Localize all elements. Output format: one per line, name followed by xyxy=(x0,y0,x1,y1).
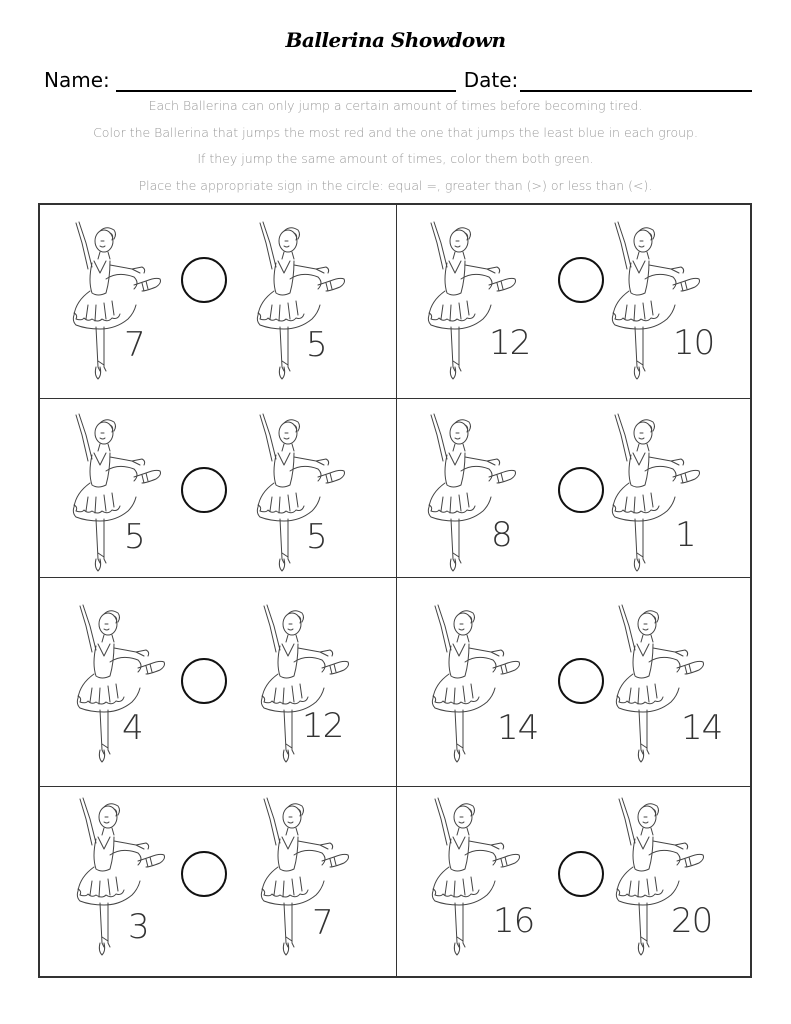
right-jump-count: 7 xyxy=(312,903,333,943)
ballerina-icon[interactable] xyxy=(254,221,346,381)
pair-cell-2 xyxy=(397,205,752,399)
date-field[interactable] xyxy=(520,72,752,92)
right-jump-count: 14 xyxy=(681,708,723,748)
comparison-circle[interactable] xyxy=(181,658,227,704)
right-jump-count: 5 xyxy=(306,517,327,557)
comparison-circle[interactable] xyxy=(181,257,227,303)
left-jump-count: 8 xyxy=(491,515,512,555)
worksheet-title: Ballerina Showdown xyxy=(285,28,506,52)
comparison-circle[interactable] xyxy=(558,851,604,897)
comparison-circle[interactable] xyxy=(181,851,227,897)
right-jump-count: 20 xyxy=(671,901,713,941)
instruction-line: Color the Ballerina that jumps the most red and the one that jumps the least blue in each group. xyxy=(93,124,698,140)
ballerina-icon[interactable] xyxy=(70,413,162,573)
instruction-line: Place the appropriate sign in the circle: equal =, greater than (>) or less than (<). xyxy=(138,177,653,193)
left-jump-count: 12 xyxy=(489,323,531,363)
pair-cell-3 xyxy=(40,399,397,578)
pair-cell-8 xyxy=(397,787,752,976)
right-jump-count: 5 xyxy=(306,325,327,365)
pair-cell-7 xyxy=(40,787,397,976)
name-date-row xyxy=(44,68,754,92)
pair-cell-5 xyxy=(40,578,397,787)
left-jump-count: 5 xyxy=(124,517,145,557)
right-jump-count: 10 xyxy=(673,323,715,363)
instruction-line: Each Ballerina can only jump a certain amount of times before becoming tired. xyxy=(148,98,643,113)
ballerina-icon[interactable] xyxy=(70,221,162,381)
pair-cell-6 xyxy=(397,578,752,787)
right-jump-count: 12 xyxy=(302,706,344,746)
instruction-line: If they jump the same amount of times, color them both green. xyxy=(197,151,594,166)
comparison-circle[interactable] xyxy=(181,467,227,513)
name-field[interactable] xyxy=(116,72,456,92)
ballerina-icon[interactable] xyxy=(258,797,350,957)
comparison-circle[interactable] xyxy=(558,467,604,513)
ballerina-icon[interactable] xyxy=(74,797,166,957)
comparison-circle[interactable] xyxy=(558,658,604,704)
left-jump-count: 4 xyxy=(122,708,143,748)
left-jump-count: 3 xyxy=(128,907,149,947)
date-label: Date: xyxy=(463,68,519,92)
left-jump-count: 16 xyxy=(493,901,535,941)
left-jump-count: 14 xyxy=(497,708,539,748)
instructions xyxy=(0,96,791,202)
pair-cell-1 xyxy=(40,205,397,399)
comparison-grid xyxy=(38,203,752,978)
pair-cell-4 xyxy=(397,399,752,578)
ballerina-icon[interactable] xyxy=(74,604,166,764)
left-jump-count: 7 xyxy=(124,325,145,365)
name-label: Name: xyxy=(44,68,110,92)
right-jump-count: 1 xyxy=(675,515,696,555)
ballerina-icon[interactable] xyxy=(254,413,346,573)
comparison-circle[interactable] xyxy=(558,257,604,303)
